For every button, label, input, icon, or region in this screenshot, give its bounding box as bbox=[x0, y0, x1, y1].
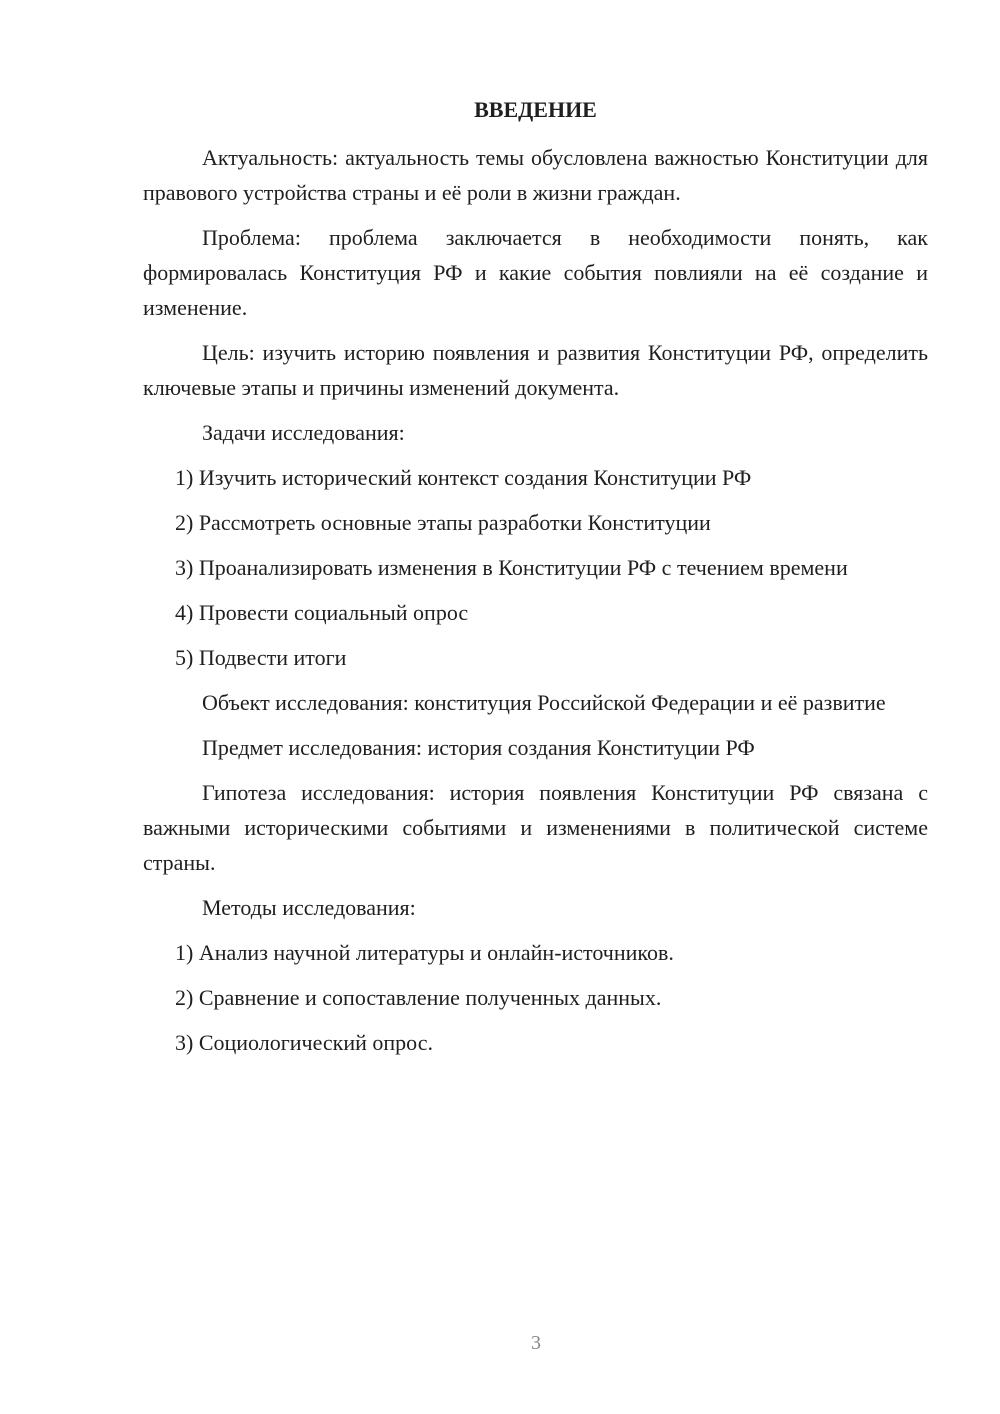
method-item: 1) Анализ научной литературы и онлайн-источников. bbox=[175, 940, 674, 965]
paragraph-object: Объект исследования: конституция Российской Федерации и её развитие bbox=[202, 690, 886, 715]
page-title: ВВЕДЕНИЕ bbox=[474, 97, 597, 122]
page-number: 3 bbox=[531, 1332, 541, 1354]
task-item: 3) Проанализировать изменения в Конституции РФ с течением времени bbox=[175, 555, 848, 580]
task-item: 5) Подвести итоги bbox=[175, 645, 347, 670]
paragraph-relevance: Актуальность: актуальность темы обусловлена важностью Конституции для правового устройства страны и её роли в жизни граждан. bbox=[143, 145, 928, 205]
task-item: 2) Рассмотреть основные этапы разработки Конституции bbox=[175, 510, 711, 535]
paragraph-subject: Предмет исследования: история создания Конституции РФ bbox=[202, 735, 755, 760]
paragraph-tasks-heading: Задачи исследования: bbox=[202, 420, 405, 445]
task-item: 1) Изучить исторический контекст создания Конституции РФ bbox=[175, 465, 752, 490]
paragraph-hypothesis: Гипотеза исследования: история появления Конституции РФ связана с важными историческими событиями и изменениями в политической системе страны. bbox=[143, 780, 928, 875]
method-item: 3) Социологический опрос. bbox=[175, 1030, 433, 1055]
task-item: 4) Провести социальный опрос bbox=[175, 600, 469, 625]
document-body bbox=[143, 94, 928, 1070]
method-item: 2) Сравнение и сопоставление полученных данных. bbox=[175, 985, 662, 1010]
paragraph-problem: Проблема: проблема заключается в необходимости понять, как формировалась Конституция РФ и какие события повлияли на её создание и изменение. bbox=[143, 225, 928, 320]
paragraph-goal: Цель: изучить историю появления и развития Конституции РФ, определить ключевые этапы и причины изменений документа. bbox=[143, 340, 928, 400]
paragraph-methods-heading: Методы исследования: bbox=[202, 895, 416, 920]
